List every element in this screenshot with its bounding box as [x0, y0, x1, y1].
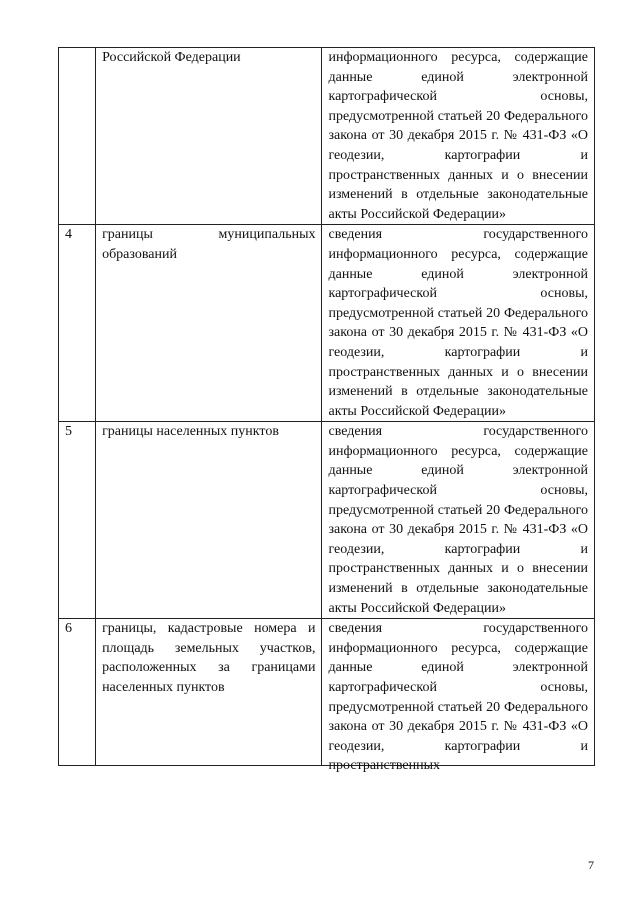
table-row [59, 225, 595, 422]
source-cell [322, 225, 595, 422]
row-number-cell [59, 225, 96, 422]
source-cell [322, 619, 595, 774]
page-number: 7 [588, 858, 594, 872]
row-number: 6 [65, 621, 72, 637]
row-number-cell [59, 48, 96, 225]
table-row [59, 422, 595, 619]
source-text: сведения государственного информационного ресурса, содержащие данные единой электронной картографической основы, предусмотренной статьей 20 Федерального закона от 30 декабря 2015 г. № 431-ФЗ «О геодезии, картографии и пространственных [328, 621, 588, 774]
object-cell [96, 225, 322, 422]
object-text: границы населенных пунктов [102, 424, 279, 440]
object-cell [96, 422, 322, 619]
source-cell [322, 48, 595, 225]
object-cell [96, 48, 322, 225]
object-text: границы, кадастровые номера и площадь земельных участков, расположенных за границами населенных пунктов [102, 621, 316, 695]
object-text: Российской Федерации [102, 50, 241, 65]
object-text: границы муниципальных образований [102, 227, 316, 262]
table-row [59, 48, 595, 225]
row-number: 5 [65, 424, 72, 440]
object-cell [96, 619, 322, 766]
source-text: информационного ресурса, содержащие данные единой электронной картографической основы, предусмотренной статьей 20 Федерального закона от 30 декабря 2015 г. № 431-ФЗ «О геодезии, картографии и пространственных данных и о внесении изменений в отдельные законодательные акты Российской Федерации» [328, 50, 588, 222]
data-table [58, 47, 595, 774]
row-number: 4 [65, 227, 72, 243]
source-text: сведения государственного информационного ресурса, содержащие данные единой электронной картографической основы, предусмотренной статьей 20 Федерального закона от 30 декабря 2015 г. № 431-ФЗ «О геодезии, картографии и пространственных данных и о внесении изменений в отдельные законодательные акты Российской Федерации» [328, 424, 588, 616]
row-number-cell [59, 619, 96, 766]
table-row [59, 619, 595, 766]
row-number-cell [59, 422, 96, 619]
source-cell [322, 422, 595, 619]
source-text: сведения государственного информационного ресурса, содержащие данные единой электронной картографической основы, предусмотренной статьей 20 Федерального закона от 30 декабря 2015 г. № 431-ФЗ «О геодезии, картографии и пространственных данных и о внесении изменений в отдельные законодательные акты Российской Федерации» [328, 227, 588, 419]
